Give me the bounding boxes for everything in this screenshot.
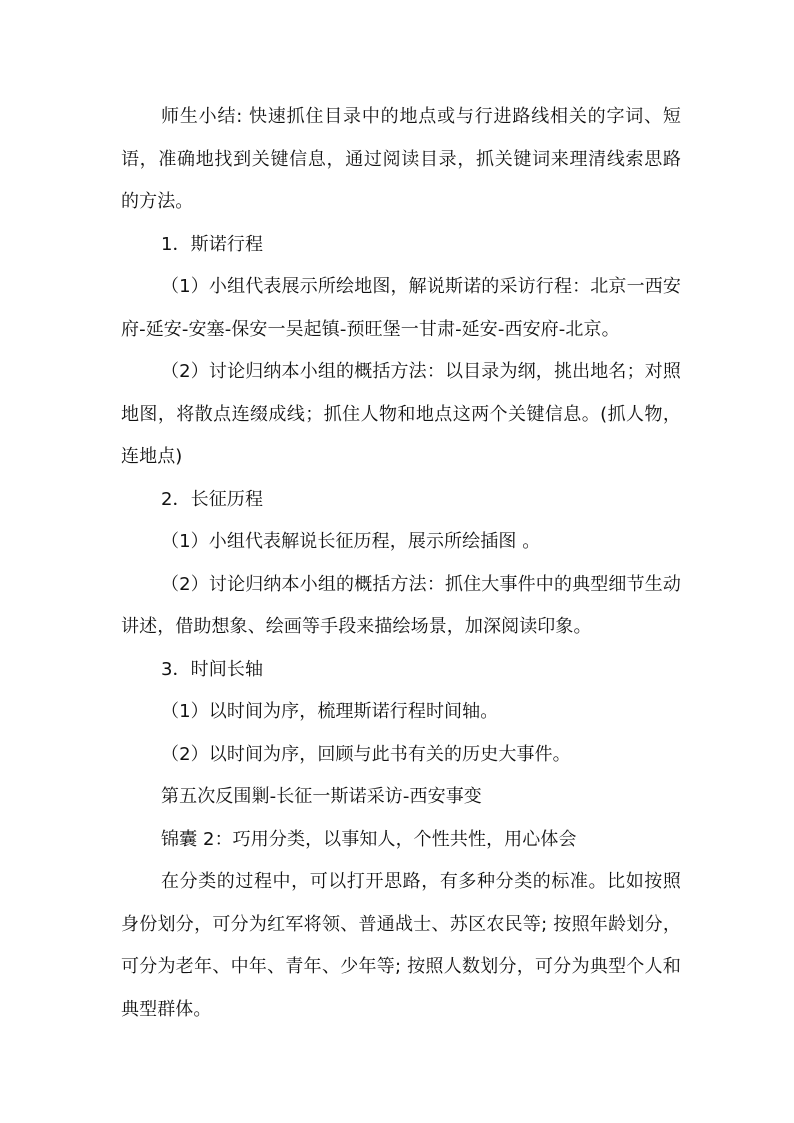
timeline-item-1: （1）以时间为序，梳理斯诺行程时间轴。 <box>161 701 499 722</box>
summary-paragraph: 师生小结: 快速抓住目录中的地点或与行进路线相关的字词、短语，准确地找到关键信息，通过阅读目录，抓关键词来理清线索思路的方法。 <box>121 106 681 212</box>
classification-paragraph: 在分类的过程中，可以打开思路，有多种分类的标准。比如按照身份划分，可分为红军将领、普通战士、苏区农民等; 按照年龄划分，可分为老年、中年、青年、少年等; 按照人数划分，可分为典型个人和典型群体。 <box>121 871 681 1020</box>
section-heading-timeline: 3．时间长轴 <box>161 658 264 680</box>
snow-itinerary-item-1: （1）小组代表展示所绘地图，解说斯诺的采访行程：北京一西安府-延安-安塞-保安一吴起镇-预旺堡一甘肃-延安-西安府-北京。 <box>121 276 681 340</box>
document-body <box>121 96 681 1031</box>
snow-itinerary-item-2: （2）讨论归纳本小组的概括方法：以目录为纲，挑出地名；对照地图，将散点连缀成线；抓住人物和地点这两个关键信息。(抓人物，连地点) <box>121 361 681 467</box>
long-march-item-2: （2）讨论归纳本小组的概括方法：抓住大事件中的典型细节生动讲述，借助想象、绘画等手段来描绘场景，加深阅读印象。 <box>121 573 681 637</box>
section-heading-long-march: 2．长征历程 <box>161 488 264 510</box>
long-march-item-1: （1）小组代表解说长征历程，展示所绘插图 。 <box>161 531 541 552</box>
timeline-events: 第五次反围剿-长征一斯诺采访-西安事变 <box>161 786 482 807</box>
section-heading-snow-itinerary: 1．斯诺行程 <box>161 233 264 255</box>
timeline-item-2: （2）以时间为序，回顾与此书有关的历史大事件。 <box>161 743 571 765</box>
tip-heading: 锦囊 2：巧用分类，以事知人，个性共性，用心体会 <box>161 828 577 850</box>
